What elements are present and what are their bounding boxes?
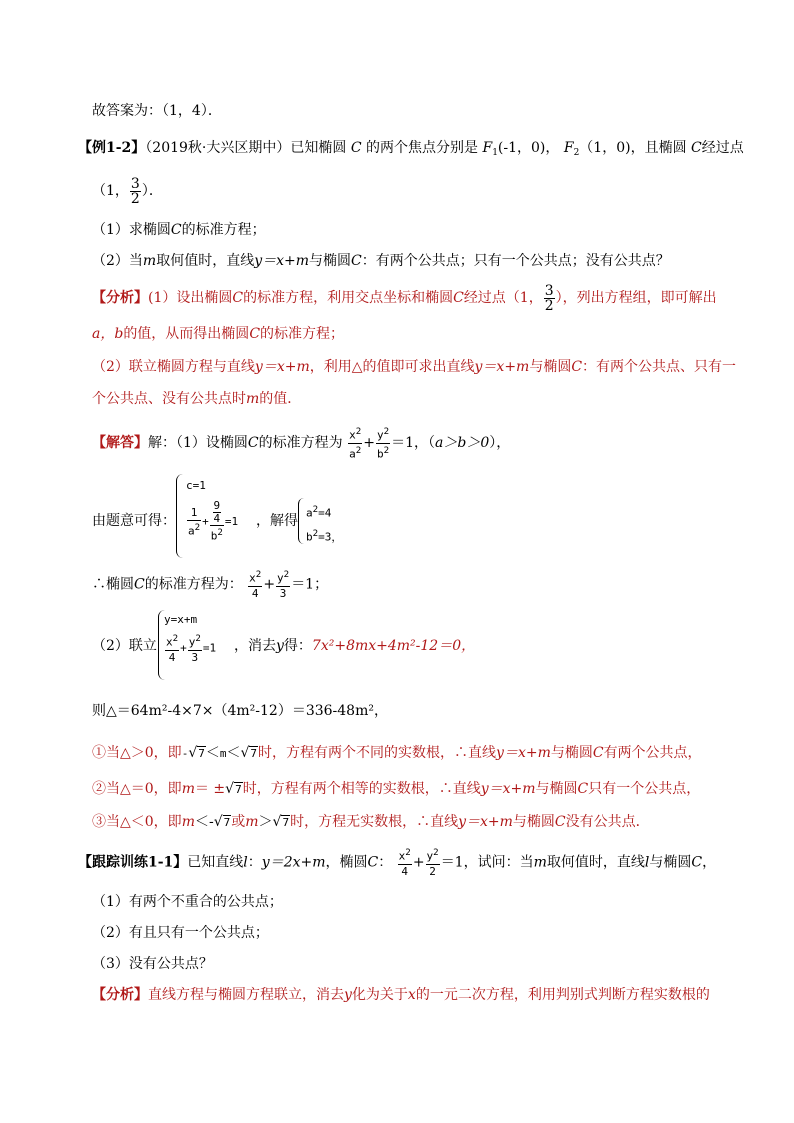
eq-ellipse: $\frac{x^2}{4}$ + $\frac{y^2}{3}$ =1 [166, 633, 217, 664]
denominator: 3 [191, 650, 199, 664]
example-heading [78, 139, 744, 162]
a: a [188, 524, 195, 538]
solution-text: 得： [283, 638, 312, 654]
solution-text: ∴椭圆 [92, 576, 134, 593]
line-eq: y＝x+m [458, 814, 513, 830]
condition: a＞b＞0 [435, 435, 490, 452]
analysis-text: 的一元二次方程，利用判别式判断方程实数根的 [415, 987, 710, 1003]
follow-text: ＝1，试问：当 [440, 854, 534, 871]
fraction-x2-4 [398, 846, 412, 879]
fraction-y2-b2 [376, 425, 390, 461]
point-close: ）． [141, 183, 163, 199]
sqrt-7: √7 [188, 745, 205, 761]
solution-text: ＝1； [291, 576, 329, 593]
minus: - [181, 747, 189, 760]
eq-tail: =1 [202, 641, 217, 655]
follow-text: ： [378, 854, 393, 871]
var-m: m [219, 747, 227, 760]
fraction-94-b2 [210, 500, 224, 544]
case-text: 与椭圆 [550, 745, 593, 761]
case-text: 与椭圆 [512, 814, 555, 830]
value: =3 [318, 530, 332, 544]
point-open: （1， [92, 183, 129, 199]
brace-1 [176, 474, 183, 558]
var-c: C [367, 854, 379, 871]
denominator: 4 [213, 512, 221, 525]
denominator: 3 [279, 586, 287, 600]
follow-item-2: （2）有且只有一个公共点； [92, 925, 269, 941]
question-2 [92, 252, 670, 270]
case-text: ③当△＜0，即 [92, 814, 182, 830]
example-tag: 【例1-2】 [78, 140, 146, 156]
var-m: m [245, 814, 259, 830]
follow-text: 与椭圆 [649, 854, 692, 871]
discriminant: 则△＝64m²-4×7×（4m²-12）＝336-48m²， [92, 703, 388, 719]
y: y [277, 571, 284, 585]
q2-text: ：有两个公共点；只有一个公共点；没有公共点？ [361, 253, 670, 269]
var-y: y [344, 987, 352, 1003]
numerator: 3 [544, 282, 554, 299]
exp: 2 [433, 847, 439, 858]
gt: ＞ [258, 814, 273, 830]
exp: 2 [194, 521, 201, 533]
exp: 2 [355, 444, 362, 456]
var-c: C [247, 435, 259, 452]
y: y [188, 635, 196, 649]
follow-text: 取何值时，直线 [546, 854, 645, 871]
var-c: C [249, 326, 261, 342]
follow-heading: 【跟踪训练1-1】已知直线l：y＝2x+m，椭圆C： $\frac{x^2}{4}$ + $\frac{y^2}{2}$ ＝1，试问：当m取何值时，直线l与椭圆C， [78, 847, 717, 878]
coord: （1，0)，且椭圆 [579, 140, 687, 156]
case-text: 与椭圆 [535, 781, 578, 797]
case-1: ①当△＞0，即-√7＜m＜√7时，方程有两个不同的实数根，∴直线y＝x+m与椭圆C有两个公共点， [92, 745, 702, 761]
var-c: C [554, 814, 566, 830]
eq-line: y=x+m [164, 613, 198, 626]
var-m: m [246, 391, 260, 407]
analysis-tag: 【分析】 [92, 290, 148, 306]
solution-text: 解：（1）设椭圆 [148, 435, 248, 452]
analysis-1-line-4 [92, 390, 301, 408]
exp: 2 [172, 633, 179, 644]
denominator: 4 [168, 650, 176, 664]
exp: 2 [405, 847, 411, 858]
analysis-text: ），列出方程组，即可解出 [555, 290, 717, 306]
exp: 2 [383, 426, 390, 437]
solution-line-1: 【解答】解：（1）设椭圆C的标准方程为 $\frac{x^2}{a^2}$ + $\frac{y^2}{b^2}$ ＝1，（a＞b＞0）， [92, 426, 511, 461]
point [92, 176, 163, 206]
var-m: m [181, 814, 195, 830]
case-text: ＝ ± [194, 781, 226, 797]
var-m: m [142, 253, 157, 269]
solve-text: ，解得 [256, 513, 298, 529]
line-eq: y＝x+m [254, 359, 310, 375]
follow-item-1: （1）有两个不重合的公共点； [92, 894, 283, 910]
fraction [130, 177, 141, 206]
var-c: C [453, 290, 464, 306]
from-problem: 由题意可得： [92, 513, 176, 529]
var-c: C [592, 745, 604, 761]
x: x [249, 571, 256, 585]
sqrt-7: √7 [213, 814, 231, 830]
radicand: 7 [282, 816, 290, 829]
radicand: 7 [250, 747, 258, 760]
var-c: C [571, 359, 583, 375]
example-text: （2019秋·大兴区期中）已知椭圆 [145, 140, 347, 156]
var-c: C [577, 781, 589, 797]
quadratic: 7x²+8mx+4m²-12＝0， [311, 638, 476, 654]
b: b [376, 447, 384, 461]
case-text: 有两个公共点， [603, 745, 702, 761]
case-text: 时，方程有两个不同的实数根，∴直线 [258, 745, 497, 761]
exp: 2 [195, 633, 201, 644]
q1-tail: 的标准方程； [181, 222, 266, 238]
var-c: C [232, 290, 244, 306]
case-2 [92, 780, 700, 799]
q2-text: 与椭圆 [309, 253, 352, 269]
case-text: ①当△＞0，即 [92, 745, 182, 761]
eq-second: $\frac{1}{a^2}$ + $\frac{\frac{9}{4}}{b^2}$ =1 [188, 499, 239, 543]
analysis-text: ，利用△的值即可求出直线 [309, 359, 475, 375]
follow-tag: 【跟踪训练1-1】 [78, 854, 188, 871]
radicand: 7 [223, 816, 231, 829]
eliminate-y [234, 637, 475, 655]
exp: 2 [255, 569, 262, 580]
denominator: 4 [251, 586, 259, 600]
radicand: 7 [235, 783, 242, 796]
case-text: 时，方程无实数根，∴直线 [290, 814, 459, 830]
analysis-text: （2）联立椭圆方程与直线 [92, 359, 255, 375]
follow-text: ，椭圆 [325, 854, 368, 871]
system-1 [186, 478, 238, 544]
analysis-text: 个公共点、没有公共点时 [92, 391, 246, 407]
var-l: l [243, 854, 248, 871]
var-f1: F [482, 140, 493, 156]
example-text: 的两个焦点分别是 [366, 140, 479, 156]
follow-text: ， [702, 854, 717, 871]
a: a [349, 447, 356, 461]
fraction-y2-3 [188, 632, 202, 665]
analysis-1-line-3 [92, 358, 736, 376]
sub: 1 [492, 148, 498, 158]
analysis-2 [92, 986, 710, 1004]
exp: 2 [312, 527, 319, 539]
exp: 2 [355, 426, 362, 437]
x: x [398, 849, 406, 863]
case-text: 或 [231, 814, 246, 830]
sqrt-7: √7 [240, 745, 258, 761]
solution-text: ，消去 [234, 638, 276, 654]
q2-text: 取何值时，直线 [156, 253, 255, 269]
follow-text: 已知直线 [187, 854, 244, 871]
var-c: C [691, 140, 702, 156]
numerator: 1 [187, 506, 201, 521]
denominator: 2 [130, 190, 140, 207]
fraction-9-4 [213, 500, 222, 525]
eq-tail: =1 [224, 514, 239, 528]
case-3 [92, 813, 650, 832]
b: b [306, 530, 313, 544]
part-2-combine: （2）联立 [92, 638, 157, 654]
fraction-x2-4 [248, 568, 262, 601]
analysis-text: 直线方程与椭圆方程联立，消去 [148, 987, 344, 1003]
lt: ＜- [194, 814, 214, 830]
var-y: y [276, 638, 284, 654]
y: y [376, 428, 384, 442]
line-eq: y＝2x+m [261, 854, 326, 871]
solution-tag: 【解答】 [92, 435, 148, 452]
var-l: l [644, 854, 650, 871]
follow-text: ： [247, 854, 262, 871]
analysis-1-line-2 [92, 325, 344, 343]
var-c: C [351, 253, 362, 269]
case-text: 只有一个公共点， [588, 781, 701, 797]
var-c: C [134, 576, 145, 593]
radicand: 7 [198, 747, 205, 760]
q2-text: （2）当 [92, 253, 143, 269]
analysis-text: 的标准方程； [260, 326, 345, 342]
a: a [306, 506, 313, 520]
analysis-tag: 【分析】 [92, 987, 148, 1003]
numerator: 3 [130, 175, 140, 192]
comma: ， [331, 530, 343, 544]
y: y [426, 849, 434, 863]
coord: (-1，0)， [497, 140, 560, 156]
line-eq: y＝x+m [496, 745, 551, 761]
sqrt-7: √7 [225, 781, 242, 797]
analysis-text: 的标准方程，利用交点坐标和椭圆 [243, 290, 454, 306]
fraction-x2-4 [165, 632, 179, 665]
analysis-text: 与椭圆 [529, 359, 572, 375]
exp: 2 [283, 569, 290, 580]
denominator: 4 [401, 864, 409, 878]
sqrt-7: √7 [272, 814, 290, 830]
system-2 [164, 612, 216, 665]
solution-text: 的标准方程为： [144, 576, 243, 593]
vars-ab: a，b [92, 326, 124, 342]
case-text: ②当△＝0，即 [92, 781, 182, 797]
answer-line: 故答案为：（1，4）． [92, 103, 222, 119]
fraction-y2-2 [426, 846, 440, 879]
var-x: x [407, 987, 416, 1003]
brace-2 [298, 498, 304, 544]
example-text: 经过点 [701, 140, 744, 156]
question-1 [92, 221, 266, 239]
standard-equation: ∴椭圆C的标准方程为： $\frac{x^2}{4}$ + $\frac{y^2}{3}$ ＝1； [92, 569, 329, 600]
solution-text: ＝1，（ [391, 435, 436, 452]
x: x [166, 635, 173, 649]
var-c: C [350, 140, 362, 156]
follow-item-3: （3）没有公共点？ [92, 956, 213, 972]
sub: 2 [573, 148, 580, 158]
analysis-text: ：有两个公共点、只有一 [582, 359, 737, 375]
b: b [210, 529, 218, 543]
fraction-y2-3 [276, 568, 290, 601]
var-m: m [181, 781, 195, 797]
denominator: 2 [429, 864, 436, 878]
exp: 2 [217, 527, 223, 538]
analysis-text: 化为关于 [351, 987, 408, 1003]
line-eq: y＝x+m [254, 253, 310, 269]
solution-text: 的标准方程为 [258, 435, 343, 452]
denominator: 2 [544, 297, 554, 314]
line-eq: y＝x+m [480, 781, 536, 797]
system-1-result [306, 500, 342, 547]
numerator: 9 [213, 499, 221, 512]
fraction-x2-a2 [348, 425, 362, 461]
var-f2: F [563, 140, 574, 156]
fraction-1-a2 [187, 506, 201, 539]
case-text: 时，方程有两个相等的实数根，∴直线 [242, 781, 481, 797]
analysis-text: 的值，从而得出椭圆 [123, 326, 250, 342]
exp: 2 [312, 504, 319, 515]
case-text: 没有公共点． [565, 814, 650, 830]
var-m: m [533, 854, 547, 871]
exp: 2 [383, 444, 390, 456]
analysis-text: (1）设出椭圆 [148, 290, 233, 306]
analysis-text: 经过点（1， [463, 290, 543, 306]
eq-c: c=1 [186, 479, 206, 492]
fraction [544, 284, 555, 313]
var-c: C [691, 854, 703, 871]
analysis-1-line-1 [92, 283, 717, 313]
q1-text: （1）求椭圆 [92, 222, 171, 238]
analysis-text: 的值． [259, 391, 302, 407]
solution-text: ）， [489, 435, 511, 452]
x: x [349, 428, 356, 442]
var-c: C [170, 222, 182, 238]
line-eq: y＝x+m [474, 359, 530, 375]
value: =4 [318, 506, 332, 520]
